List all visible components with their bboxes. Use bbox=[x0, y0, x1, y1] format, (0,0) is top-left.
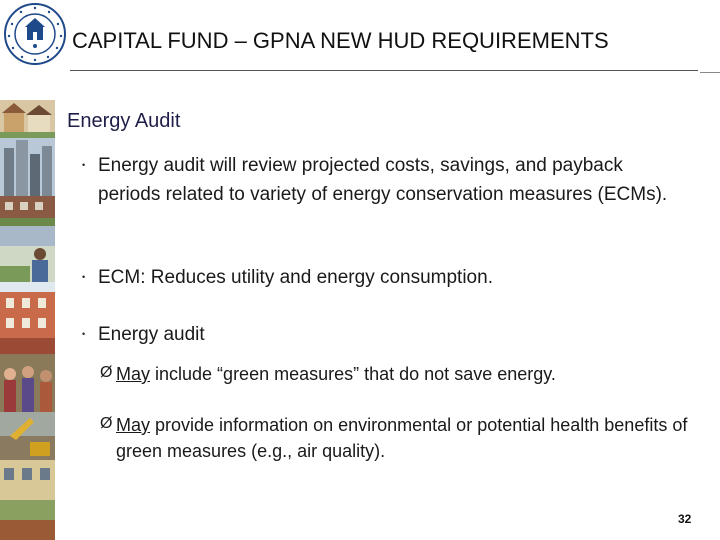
photo-residents bbox=[0, 226, 55, 282]
bullet-text: Energy audit will review projected costs, savings, and payback periods related to variety of energy conservation measures (ECMs). bbox=[98, 155, 668, 205]
photo-brick-building bbox=[0, 196, 55, 226]
sub-bullet-arrow-icon: Ø bbox=[100, 415, 113, 432]
photo-storefronts bbox=[0, 460, 55, 540]
bullet-marker: • bbox=[82, 160, 86, 170]
photo-construction bbox=[0, 412, 55, 460]
page-number: 32 bbox=[678, 512, 692, 526]
bullet-marker: • bbox=[82, 272, 86, 282]
title-divider bbox=[70, 70, 698, 71]
title-divider-end bbox=[700, 72, 720, 73]
slide-title: CAPITAL FUND – GPNA NEW HUD REQUIREMENTS bbox=[72, 28, 609, 53]
photo-houses bbox=[0, 100, 55, 138]
emphasis-word: May bbox=[116, 415, 151, 435]
section-heading: Energy Audit bbox=[67, 110, 181, 132]
bullet-text: ECM: Reduces utility and energy consumption. bbox=[98, 267, 493, 288]
photo-city-towers bbox=[0, 138, 55, 196]
bullet-text: Energy audit bbox=[98, 324, 205, 345]
sub-bullet-arrow-icon: Ø bbox=[100, 364, 113, 381]
hud-seal-logo bbox=[3, 2, 67, 66]
photo-group bbox=[0, 354, 55, 412]
sub-bullet-text bbox=[116, 412, 706, 464]
photo-strip bbox=[0, 100, 55, 540]
bullet-marker: • bbox=[82, 329, 86, 339]
photo-apartments bbox=[0, 282, 55, 354]
sub-bullet-text bbox=[116, 361, 716, 387]
sub-bullet-rest: provide information on environmental or potential health benefits of green measures (e.g., air quality). bbox=[116, 415, 688, 461]
emphasis-word: May bbox=[116, 364, 151, 384]
sub-bullet-rest: include “green measures” that do not save energy. bbox=[150, 364, 556, 384]
